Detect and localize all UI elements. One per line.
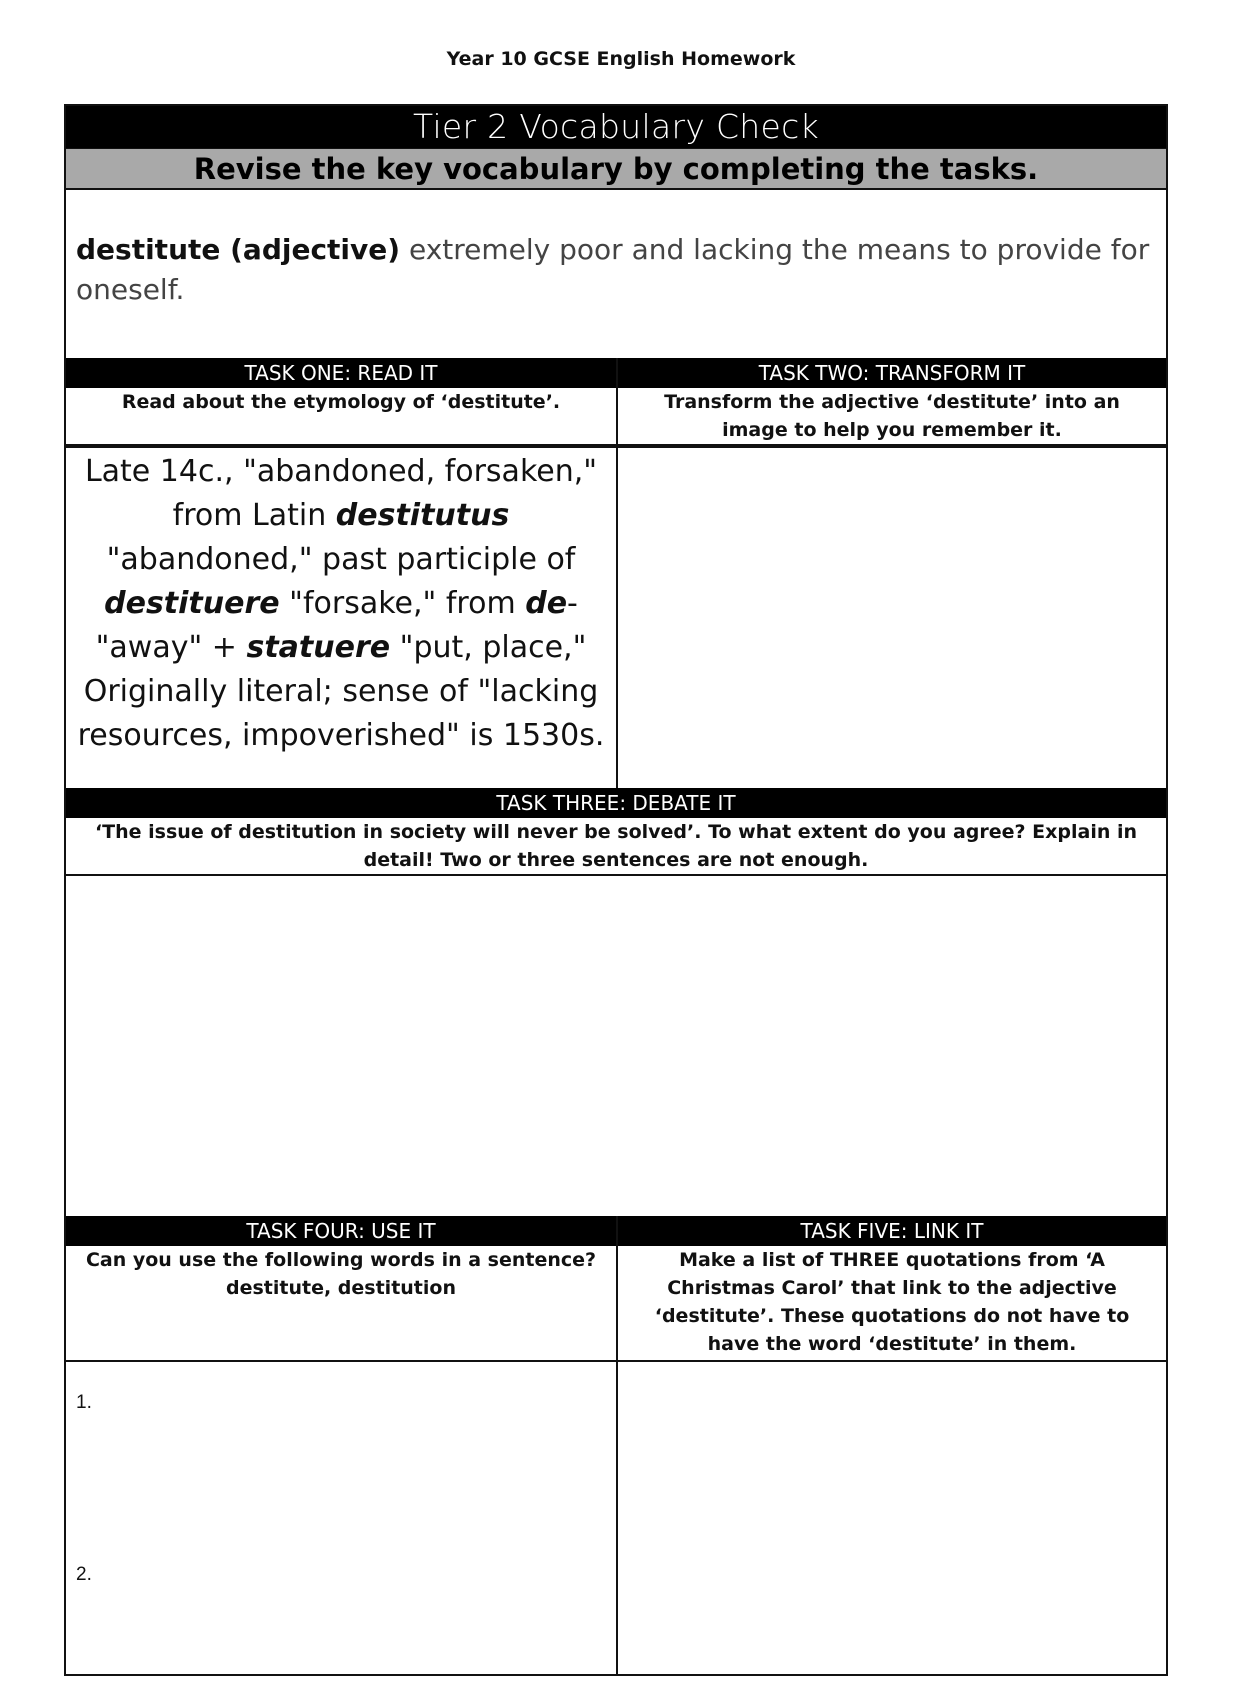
worksheet	[64, 104, 1168, 1676]
row-divider	[66, 1360, 1166, 1362]
subtitle: Revise the key vocabulary by completing the tasks.	[66, 148, 1166, 190]
task-four-heading: TASK FOUR: USE IT	[66, 1216, 616, 1246]
task-three-answer-area[interactable]	[66, 876, 1166, 1216]
sentence-number: 2.	[76, 1564, 92, 1585]
etymology-latin-word: destituere	[104, 586, 280, 621]
column-divider	[616, 358, 618, 788]
etymology-text	[66, 450, 616, 788]
task-two-instruction: Transform the adjective ‘destitute’ into an image to help you remember it.	[618, 388, 1166, 446]
task-four-answer-area[interactable]	[66, 1362, 616, 1674]
etymology-part: "abandoned," past participle of	[106, 542, 576, 577]
task-one-instruction: Read about the etymology of ‘destitute’.	[66, 388, 616, 446]
task-three-heading: TASK THREE: DEBATE IT	[66, 788, 1166, 818]
task-two-heading: TASK TWO: TRANSFORM IT	[618, 358, 1166, 388]
task-two-answer-area[interactable]	[618, 446, 1166, 788]
main-title: Tier 2 Vocabulary Check	[66, 106, 1166, 148]
task-five-heading: TASK FIVE: LINK IT	[618, 1216, 1166, 1246]
task-four-word-list: destitute, destitution	[226, 1277, 456, 1299]
definition-meaning: extremely poor and lacking the means to provide for oneself.	[76, 233, 1150, 306]
etymology-latin-word: statuere	[246, 630, 391, 665]
sentence-number: 1.	[76, 1392, 92, 1413]
row-divider	[66, 446, 1166, 448]
etymology-latin-word: de	[525, 586, 568, 621]
task-four-instruction-line: Can you use the following words in a sentence?	[85, 1249, 597, 1271]
task-five-instruction: Make a list of THREE quotations from ‘A Christmas Carol’ that link to the adjective ‘destitute’. These quotations do not have to have the word ‘destitute’ in them.	[618, 1246, 1166, 1362]
document-title: Year 10 GCSE English Homework	[446, 48, 796, 70]
etymology-part: "forsake," from	[279, 586, 526, 621]
definition-term: destitute (adjective)	[76, 233, 401, 266]
etymology-part: - "away" +	[95, 586, 578, 665]
task-five-answer-area[interactable]	[618, 1362, 1166, 1674]
task-one-heading: TASK ONE: READ IT	[66, 358, 616, 388]
column-divider	[616, 1216, 618, 1674]
task-three-instruction: ‘The issue of destitution in society will never be solved’. To what extent do you agree? Explain in detail! Two or three sentences are not enough.	[66, 818, 1166, 876]
etymology-part: "put, place," Originally literal; sense of "lacking resources, impoverished" is 1530s.	[77, 630, 605, 753]
task-four-instruction	[66, 1246, 616, 1362]
etymology-latin-word: destitutus	[335, 498, 510, 533]
definition-box	[66, 190, 1166, 358]
etymology-part: Late 14c., "abandoned, forsaken," from Latin	[84, 454, 598, 533]
